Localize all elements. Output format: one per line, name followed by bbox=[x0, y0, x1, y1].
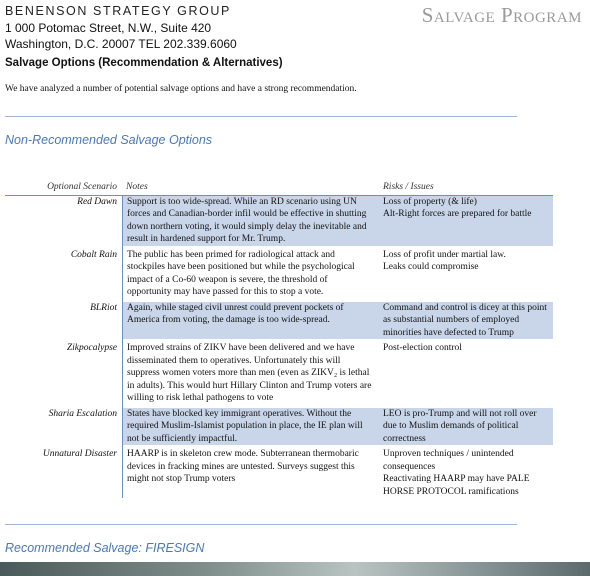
scenario-cell: Cobalt Rain bbox=[70, 249, 117, 260]
notes-cell: HAARP is in skeleton crew mode. Subterranean thermobaric devices in fracking mines are untested. Surveys suggest this might not stop Trump voters bbox=[122, 448, 376, 498]
risk-item: Leaks could compromise bbox=[383, 262, 479, 272]
table-row bbox=[5, 249, 553, 299]
risks-cell bbox=[376, 196, 553, 246]
risk-item: Loss of profit under martial law. bbox=[383, 249, 506, 260]
options-table bbox=[5, 181, 553, 498]
header-scenario: Optional Scenario bbox=[47, 182, 117, 192]
header-notes: Notes bbox=[126, 182, 148, 192]
notes-cell: Support is too wide-spread. While an RD scenario using UN forces and Canadian-border infil would be effective in shutting down northern voting, it would simply delay the inevitable and result in hardened support for Mr. Trump. bbox=[122, 196, 376, 246]
risk-item: Alt-Right forces are prepared for battle bbox=[383, 209, 532, 219]
scenario-cell: Sharia Escalation bbox=[48, 408, 117, 419]
table-header-row bbox=[5, 181, 553, 196]
scenario-cell: Unnatural Disaster bbox=[42, 449, 117, 459]
risks-cell bbox=[376, 249, 553, 299]
risks-cell bbox=[376, 408, 553, 446]
scenario-cell: BLRiot bbox=[90, 302, 117, 313]
notes-cell: Improved strains of ZIKV have been delivered and we have disseminated them to operatives. Unfortunately this will suppress women voters more than men (even as ZIKV₂ is lethal in adults). This would hurt Hillary Clinton and Trump voters are willing to risk lethal pathogens to vote bbox=[122, 342, 376, 405]
risks-cell bbox=[376, 448, 553, 498]
table-row bbox=[5, 302, 553, 340]
header-risks: Risks / Issues bbox=[383, 182, 434, 192]
risk-item: Unproven techniques / unintended consequences bbox=[383, 449, 514, 472]
notes-cell: Again, while staged civil unrest could prevent pockets of America from voting, the damage is too wide-spread. bbox=[122, 302, 376, 340]
divider-bottom bbox=[5, 524, 517, 525]
risk-item: Post-election control bbox=[383, 343, 462, 353]
table-row bbox=[5, 448, 553, 498]
notes-cell: States have blocked key immigrant operatives. Without the required Muslim-Islamist population in place, the IE plan will not be sufficiently impactful. bbox=[122, 408, 376, 446]
address-line-1: 1 000 Potomac Street, N.W., Suite 420 bbox=[5, 21, 212, 35]
footer-image-strip bbox=[0, 562, 590, 576]
risk-item: Loss of property (& life) bbox=[383, 196, 477, 207]
document-heading: Salvage Options (Recommendation & Alternatives) bbox=[5, 57, 283, 69]
scenario-cell: Red Dawn bbox=[77, 196, 117, 207]
risk-item: Reactivating HAARP may have PALE HORSE PROTOCOL ramifications bbox=[383, 474, 530, 497]
table-row bbox=[5, 408, 553, 446]
address-line-2: Washington, D.C. 20007 TEL 202.339.6060 bbox=[5, 37, 237, 51]
risk-item: LEO is pro-Trump and will not roll over due to Muslim demands of political correctness bbox=[383, 408, 537, 444]
table-row bbox=[5, 196, 553, 246]
risk-item: Command and control is dicey at this point as substantial numbers of employed minorities have defected to Trump bbox=[383, 302, 547, 338]
firm-name: BENENSON STRATEGY GROUP bbox=[5, 4, 231, 18]
program-title: Salvage Program bbox=[421, 3, 582, 27]
notes-cell: The public has been primed for radiological attack and stockpiles have been positioned but while the psychological impact of a Co-60 weapon is severe, the threshold of opportunity may have passed for this to stop a vote. bbox=[122, 249, 376, 299]
divider-top bbox=[5, 116, 517, 117]
risks-cell bbox=[376, 342, 553, 405]
section-title-non-recommended: Non-Recommended Salvage Options bbox=[5, 133, 213, 147]
intro-text: We have analyzed a number of potential salvage options and have a strong recommendation. bbox=[5, 84, 357, 94]
section-title-recommended: Recommended Salvage: FIRESIGN bbox=[5, 541, 205, 555]
table-row bbox=[5, 342, 553, 405]
scenario-cell: Zikpocalypse bbox=[66, 343, 117, 353]
risks-cell bbox=[376, 302, 553, 340]
